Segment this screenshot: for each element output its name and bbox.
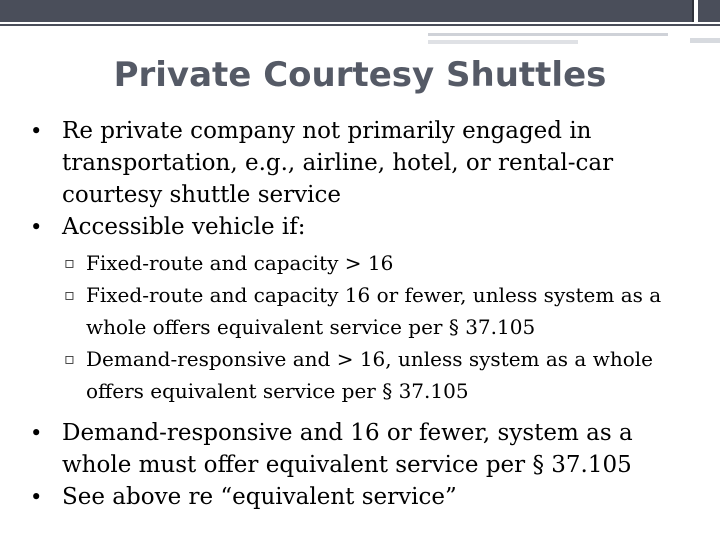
bullet-item [24,417,704,481]
sub-bullet-text: Fixed-route and capacity > 16 [86,251,394,275]
bullet-text: Accessible vehicle if: [62,214,306,240]
bullet-icon: • [30,215,43,239]
bullet-item [24,211,704,243]
sub-bullet-item [24,343,704,407]
accent-line [690,38,720,43]
bullet-icon: • [30,485,43,509]
bullet-text: Re private company not primarily engaged in transportation, e.g., airline, hotel, or rental-car courtesy shuttle service [62,118,614,208]
square-bullet-icon: ▫ [64,349,75,368]
header-bar [0,0,694,22]
sub-bullet-text: Fixed-route and capacity 16 or fewer, unless system as a whole offers equivalent service per § 37.105 [86,283,662,339]
bullet-list [24,115,704,513]
bullet-icon: • [30,119,43,143]
square-bullet-icon: ▫ [64,285,75,304]
accent-line [428,33,668,36]
bullet-icon: • [30,421,43,445]
header-rule [0,24,720,26]
accent-line [428,40,578,44]
bullet-text: See above re “equivalent service” [62,484,457,510]
header-corner-block [698,0,720,22]
bullet-item [24,481,704,513]
bullet-text: Demand-responsive and 16 or fewer, system as a whole must offer equivalent service per § 37.105 [62,420,633,478]
sub-bullet-text: Demand-responsive and > 16, unless system as a whole offers equivalent service per § 37.105 [86,347,653,403]
square-bullet-icon: ▫ [64,253,75,272]
bullet-item [24,115,704,211]
sub-bullet-item [24,247,704,279]
slide-title: Private Courtesy Shuttles [113,55,607,95]
sub-bullet-item [24,279,704,343]
